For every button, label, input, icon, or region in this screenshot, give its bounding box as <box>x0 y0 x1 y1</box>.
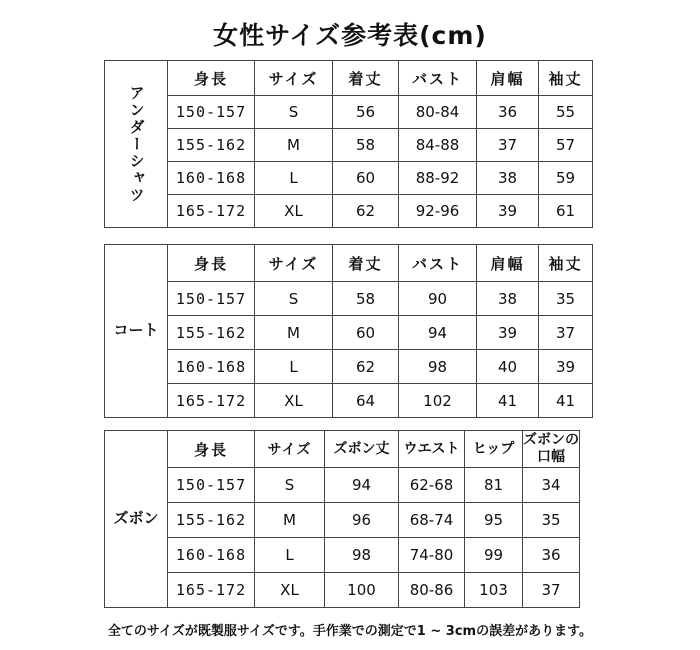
pants-length-cell: 98 <box>325 538 399 573</box>
header-hem-width: ズボンの口幅 <box>523 431 580 468</box>
size-cell: M <box>255 129 333 162</box>
sleeve-cell: 55 <box>539 96 593 129</box>
shoulder-cell: 36 <box>477 96 539 129</box>
table-row <box>105 503 580 538</box>
group-label-coat: コート <box>105 245 168 418</box>
hip-cell: 103 <box>465 573 523 608</box>
header-sleeve: 袖丈 <box>539 245 593 282</box>
table-row <box>105 316 593 350</box>
header-row <box>105 61 593 96</box>
table-row <box>105 282 593 316</box>
size-cell: S <box>255 282 333 316</box>
pants-size-table <box>104 430 580 608</box>
height-cell: 165-172 <box>168 384 255 418</box>
height-cell: 165-172 <box>168 195 255 228</box>
height-cell: 165-172 <box>168 573 255 608</box>
waist-cell: 80-86 <box>399 573 465 608</box>
shoulder-cell: 41 <box>477 384 539 418</box>
header-length: 着丈 <box>333 61 399 96</box>
hip-cell: 95 <box>465 503 523 538</box>
length-cell: 56 <box>333 96 399 129</box>
header-shoulder: 肩幅 <box>477 61 539 96</box>
header-height: 身長 <box>168 61 255 96</box>
size-cell: XL <box>255 573 325 608</box>
height-cell: 150-157 <box>168 282 255 316</box>
header-height: 身長 <box>168 431 255 468</box>
pants-length-cell: 96 <box>325 503 399 538</box>
pants-length-cell: 100 <box>325 573 399 608</box>
shoulder-cell: 38 <box>477 282 539 316</box>
size-cell: L <box>255 350 333 384</box>
bust-cell: 90 <box>399 282 477 316</box>
length-cell: 58 <box>333 282 399 316</box>
sleeve-cell: 59 <box>539 162 593 195</box>
hip-cell: 99 <box>465 538 523 573</box>
waist-cell: 62-68 <box>399 468 465 503</box>
height-cell: 160-168 <box>168 350 255 384</box>
size-cell: XL <box>255 384 333 418</box>
shoulder-cell: 40 <box>477 350 539 384</box>
shoulder-cell: 38 <box>477 162 539 195</box>
sleeve-cell: 57 <box>539 129 593 162</box>
group-label-pants: ズボン <box>105 431 168 608</box>
sleeve-cell: 39 <box>539 350 593 384</box>
bust-cell: 94 <box>399 316 477 350</box>
footnote: 全てのサイズが既製服サイズです。手作業での測定で1 ~ 3cmの誤差があります。 <box>107 624 593 639</box>
waist-cell: 74-80 <box>399 538 465 573</box>
hem-width-cell: 36 <box>523 538 580 573</box>
hem-width-cell: 35 <box>523 503 580 538</box>
bust-cell: 102 <box>399 384 477 418</box>
height-cell: 155-162 <box>168 503 255 538</box>
height-cell: 155-162 <box>168 316 255 350</box>
page-title: 女性サイズ参考表(cm) <box>213 21 487 50</box>
hem-width-cell: 34 <box>523 468 580 503</box>
sleeve-cell: 37 <box>539 316 593 350</box>
height-cell: 150-157 <box>168 96 255 129</box>
size-cell: M <box>255 316 333 350</box>
table-row <box>105 538 580 573</box>
table-row <box>105 573 580 608</box>
height-cell: 155-162 <box>168 129 255 162</box>
bust-cell: 88-92 <box>399 162 477 195</box>
table-row <box>105 468 580 503</box>
shoulder-cell: 37 <box>477 129 539 162</box>
height-cell: 160-168 <box>168 162 255 195</box>
length-cell: 64 <box>333 384 399 418</box>
header-height: 身長 <box>168 245 255 282</box>
sleeve-cell: 61 <box>539 195 593 228</box>
shoulder-cell: 39 <box>477 195 539 228</box>
sleeve-cell: 41 <box>539 384 593 418</box>
header-size: サイズ <box>255 245 333 282</box>
header-shoulder: 肩幅 <box>477 245 539 282</box>
table-row <box>105 129 593 162</box>
header-bust: バスト <box>399 61 477 96</box>
size-cell: S <box>255 468 325 503</box>
header-row <box>105 431 580 468</box>
header-sleeve: 袖丈 <box>539 61 593 96</box>
header-pants-length: ズボン丈 <box>325 431 399 468</box>
undershirt-size-table <box>104 60 593 228</box>
length-cell: 62 <box>333 350 399 384</box>
height-cell: 150-157 <box>168 468 255 503</box>
table-row <box>105 384 593 418</box>
size-cell: L <box>255 538 325 573</box>
header-hip: ヒップ <box>465 431 523 468</box>
length-cell: 60 <box>333 316 399 350</box>
header-bust: バスト <box>399 245 477 282</box>
pants-length-cell: 94 <box>325 468 399 503</box>
size-cell: S <box>255 96 333 129</box>
length-cell: 58 <box>333 129 399 162</box>
bust-cell: 92-96 <box>399 195 477 228</box>
length-cell: 60 <box>333 162 399 195</box>
header-length: 着丈 <box>333 245 399 282</box>
shoulder-cell: 39 <box>477 316 539 350</box>
bust-cell: 84-88 <box>399 129 477 162</box>
header-waist: ウエスト <box>399 431 465 468</box>
header-size: サイズ <box>255 61 333 96</box>
hip-cell: 81 <box>465 468 523 503</box>
group-label-undershirt: アンダーシャツ <box>105 61 168 228</box>
waist-cell: 68-74 <box>399 503 465 538</box>
table-row <box>105 96 593 129</box>
table-row <box>105 350 593 384</box>
coat-size-table <box>104 244 593 418</box>
hem-width-cell: 37 <box>523 573 580 608</box>
size-cell: L <box>255 162 333 195</box>
length-cell: 62 <box>333 195 399 228</box>
table-row <box>105 195 593 228</box>
bust-cell: 80-84 <box>399 96 477 129</box>
bust-cell: 98 <box>399 350 477 384</box>
size-cell: M <box>255 503 325 538</box>
header-size: サイズ <box>255 431 325 468</box>
size-cell: XL <box>255 195 333 228</box>
table-row <box>105 162 593 195</box>
header-row <box>105 245 593 282</box>
height-cell: 160-168 <box>168 538 255 573</box>
sleeve-cell: 35 <box>539 282 593 316</box>
